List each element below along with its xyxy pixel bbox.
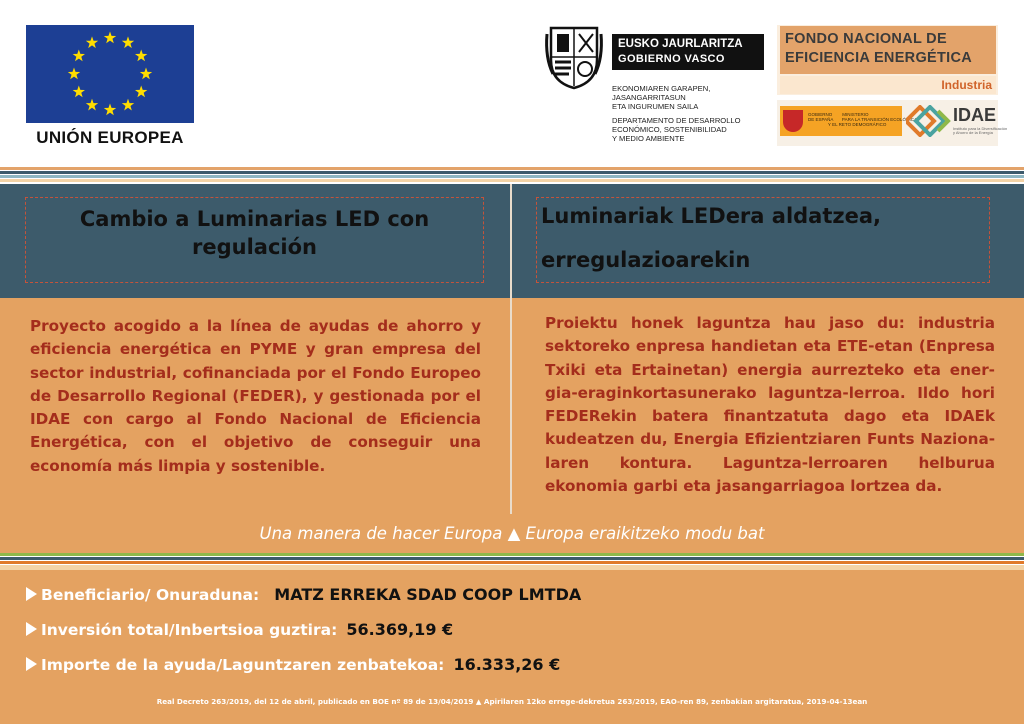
eu-star — [122, 99, 134, 111]
investment-label: Inversión total/Inbertsioa guztira: — [41, 621, 338, 639]
eu-star — [86, 99, 98, 111]
title-es: Cambio a Luminarias LED con regulación — [79, 207, 430, 259]
spain-shield-icon — [783, 110, 803, 132]
eu-star — [73, 50, 85, 62]
slogan: Una manera de hacer Europa ▲ Europa eraikitzeko modu bat — [259, 524, 765, 543]
fne-title-line2: EFICIENCIA ENERGÉTICA — [785, 50, 973, 66]
gov-title-line1: EUSKO JAURLARITZA — [618, 38, 743, 50]
eu-star — [68, 68, 80, 80]
paragraph-eu: Proiektu honek laguntza hau jaso du: industria sektoreko enpresa handietan eta ETE-etan (Enpresa Txiki eta Ertainetan) energia aurrezteko eta ener-gia-eraginkortasunerako laguntza-lerroa. Ildo hori FEDERekin batera finantzatuta dago eta IDAEk kudeatzen du, Energia Efizientziaren Funts Naziona-laren kontura. Laguntza-lerroaren helburua ekonomia garbi eta jasangarriagoa lortzea da. — [545, 314, 995, 496]
divider-stripe-top-4 — [0, 179, 1024, 182]
column-divider — [510, 184, 512, 514]
legal-footnote: Real Decreto 263/2019, del 12 de abril, publicado en BOE nº 89 de 13/04/2019 ▲ Apirilaren 12ko errege-dekretua 263/2019, EAO-ren 89, zenbakian argitaratua, 2019-04-13ean — [156, 697, 868, 706]
fne-title — [780, 26, 996, 74]
aid-row — [26, 655, 560, 674]
divider-stripe-bottom-1 — [0, 553, 1024, 556]
beneficiary-row — [26, 585, 581, 604]
triangle-bullet-icon — [26, 587, 37, 601]
eu-label: UNIÓN EUROPEA — [36, 128, 184, 147]
fne-title-line1: FONDO NACIONAL DE — [785, 31, 947, 47]
eu-star — [140, 68, 152, 80]
eu-flag-logo — [26, 25, 194, 123]
idae-logo-icon — [906, 105, 952, 137]
title-eu-line2: erregulazioarekin — [541, 248, 751, 272]
eu-stars-icon — [26, 25, 194, 123]
gobierno-espana-text: GOBIERNO MINISTERIO DE ESPAÑA PARA LA TRANSICIÓN ECOLÓGICA Y EL RETO DEMOGRÁFICO — [808, 112, 918, 127]
eu-star — [86, 36, 98, 48]
triangle-bullet-icon — [26, 657, 37, 671]
gov-title-line2: GOBIERNO VASCO — [618, 53, 725, 65]
beneficiary-label: Beneficiario/ Onuraduna: — [41, 586, 260, 604]
gov-department-es: DEPARTAMENTO DE DESARROLLO ECONÓMICO, SOSTENIBILIDAD Y MEDIO AMBIENTE — [612, 116, 741, 143]
aid-label: Importe de la ayuda/Laguntzaren zenbatekoa: — [41, 656, 445, 674]
divider-stripe-top-1 — [0, 167, 1024, 170]
beneficiary-value: MATZ ERREKA SDAD COOP LMTDA — [274, 585, 582, 604]
investment-row — [26, 620, 453, 639]
title-eu-line1: Luminariak LEDera aldatzea, — [541, 204, 881, 228]
gov-department-eu: EKONOMIAREN GARAPEN, JASANGARRITASUN ETA INGURUMEN SAILA — [612, 84, 711, 111]
paragraph-es: Proyecto acogido a la línea de ayudas de ahorro y eficiencia energética en PYME y gran empresa del sector industrial, cofinanciada por el Fondo Europeo de Desarrollo Regional (FEDER), y gestionada por el IDAE con cargo al Fondo Nacional de Eficiencia Energética, con el objetivo de conseguir una economía más limpia y sostenible. — [30, 317, 481, 475]
triangle-bullet-icon — [26, 622, 37, 636]
basque-government-title — [612, 34, 764, 70]
divider-stripe-bottom-3 — [0, 561, 1024, 564]
idae-subtitle: Instituto para la Diversificación y Ahorro de la Energía — [953, 126, 1008, 135]
basque-government-shield-icon — [543, 24, 605, 90]
eu-star — [135, 86, 147, 98]
eu-star — [104, 104, 116, 116]
eu-star — [73, 86, 85, 98]
divider-stripe-top-3 — [0, 175, 1024, 178]
divider-stripe-bottom-2 — [0, 557, 1024, 560]
investment-value: 56.369,19 € — [346, 620, 454, 639]
fne-subtitle: Industria — [780, 76, 996, 94]
divider-stripe-top-2 — [0, 171, 1024, 174]
eu-star — [122, 36, 134, 48]
idae-label: IDAE — [953, 105, 997, 125]
aid-value: 16.333,26 € — [453, 655, 561, 674]
eu-star — [135, 50, 147, 62]
eu-star — [104, 32, 116, 44]
